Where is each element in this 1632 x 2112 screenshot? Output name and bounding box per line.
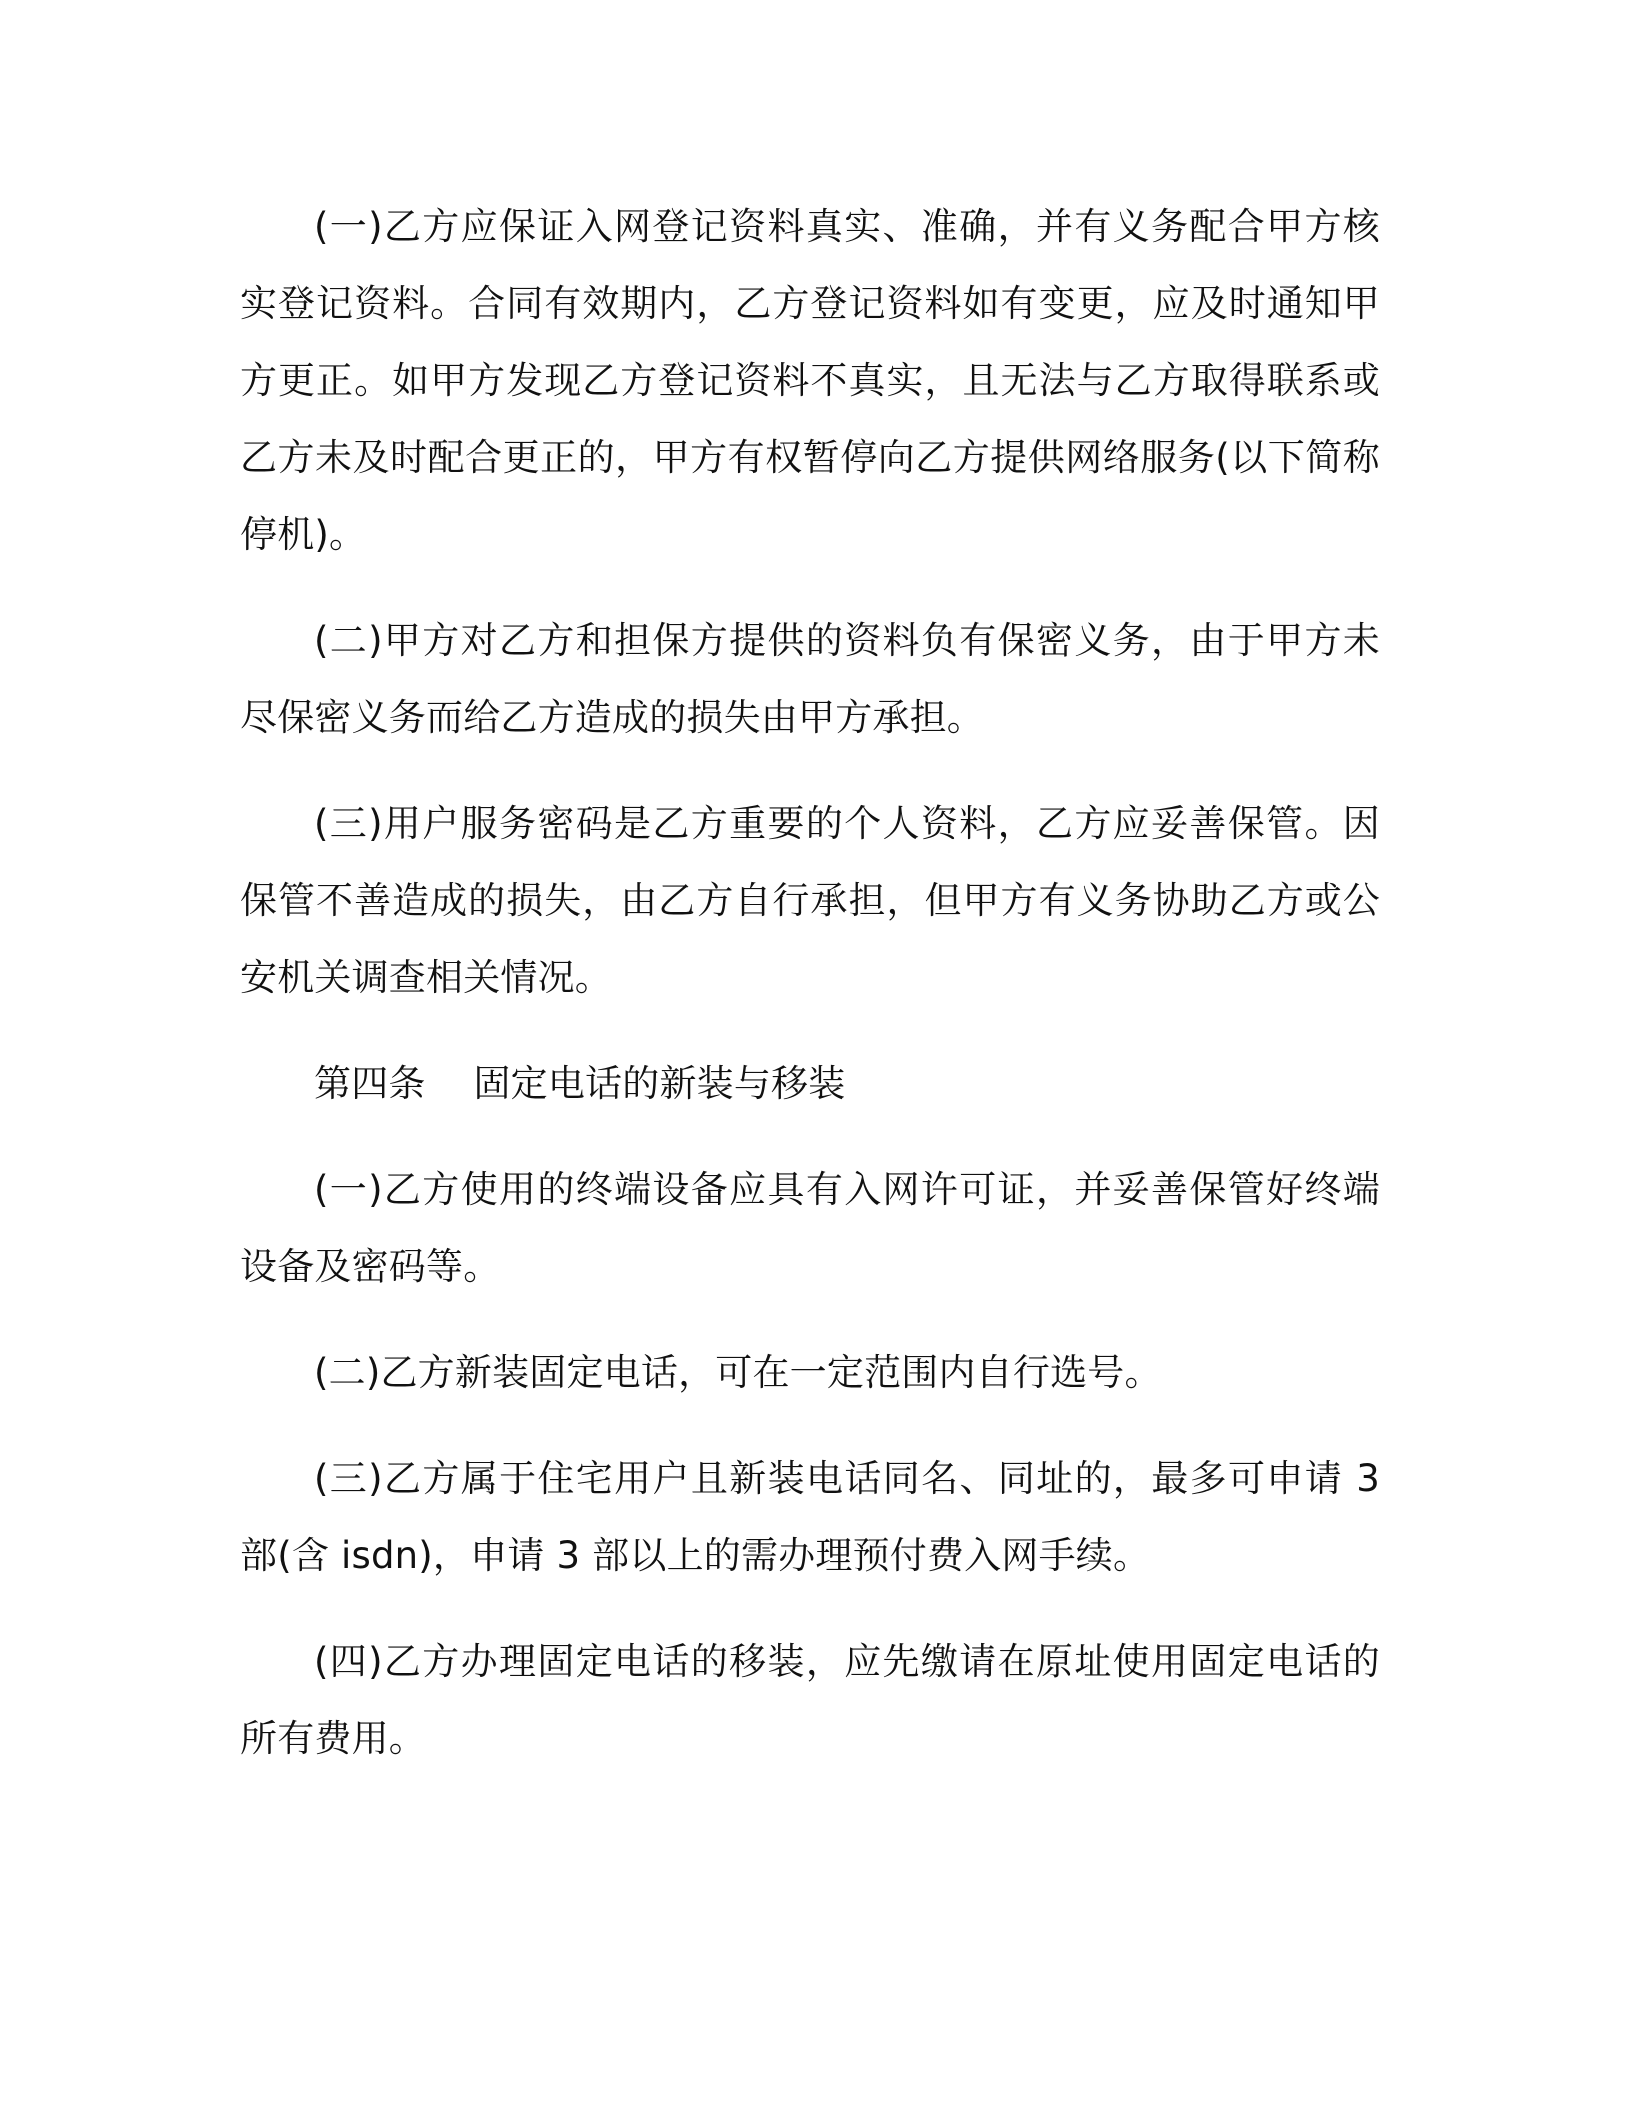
paragraph-confidentiality: (二)甲方对乙方和担保方提供的资料负有保密义务，由于甲方未尽保密义务而给乙方造成的损失由甲方承担。 [240, 619, 1380, 739]
paragraph-residential-limit: (三)乙方属于住宅用户且新装电话同名、同址的，最多可申请 3 部(含 isdn)，申请 3 部以上的需办理预付费入网手续。 [240, 1457, 1380, 1577]
paragraph-number-selection: (二)乙方新装固定电话，可在一定范围内自行选号。 [314, 1351, 1162, 1394]
document-body [240, 188, 1380, 1806]
article-heading: 第四条 固定电话的新装与移装 [314, 1062, 846, 1105]
paragraph-registration-info: (一)乙方应保证入网登记资料真实、准确，并有义务配合甲方核实登记资料。合同有效期内，乙方登记资料如有变更，应及时通知甲方更正。如甲方发现乙方登记资料不真实，且无法与乙方取得联系或乙方未及时配合更正的，甲方有权暂停向乙方提供网络服务(以下简称停机)。 [240, 205, 1380, 556]
paragraph-relocation: (四)乙方办理固定电话的移装，应先缴请在原址使用固定电话的所有费用。 [240, 1640, 1380, 1760]
paragraph-service-password: (三)用户服务密码是乙方重要的个人资料，乙方应妥善保管。因保管不善造成的损失，由乙方自行承担，但甲方有义务协助乙方或公安机关调查相关情况。 [240, 802, 1380, 999]
paragraph-terminal-device: (一)乙方使用的终端设备应具有入网许可证，并妥善保管好终端设备及密码等。 [240, 1168, 1380, 1288]
